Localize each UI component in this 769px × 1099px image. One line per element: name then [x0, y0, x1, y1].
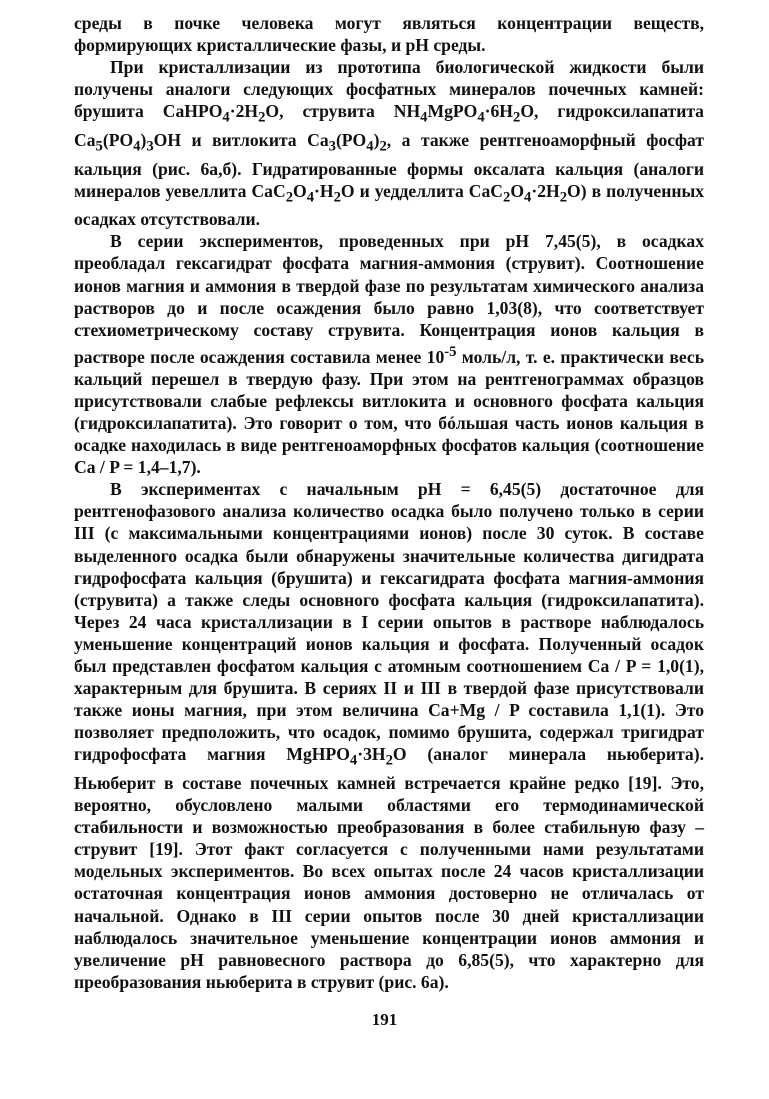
paragraph: При кристаллизации из прототипа биологической жидкости были получены аналоги следующих фосфатных минералов почечных камней: брушита $CaHPO_4\cdot 2H_2O$, струвита $NH_4MgPO_4\cdot 6H_2O$, гидроксилапатита $Ca_5(PO_4)_3OH$ и витлокита $Ca_3(PO_4)_2$, а также рентгеноаморфный фосфат кальция (рис. 6а,б). Гидратированные формы оксалата кальция (аналоги минералов уевеллита $CaC_2O_4\cdot H_2O$ и уедделлита $CaC_2O_4\cdot 2H_2O$) в полученных осадках отсутствовали.	[74, 57, 704, 230]
page-number: 191	[371, 1010, 398, 1029]
paragraph: среды в почке человека могут являться концентрации веществ, формирующих кристаллические фазы, и pH среды.	[74, 13, 704, 56]
paragraph: В экспериментах с начальным pH = 6,45(5) достаточное для рентгенофазового анализа количество осадка было получено только в серии III (с максимальными концентрациями ионов) после 30 суток. В составе выделенного осадка были обнаружены значительные количества дигидрата гидрофосфата кальция (брушита) и гексагидрата фосфата магния-аммония (струвита) а также следы основного фосфата кальция (гидроксилапатита). Через 24 часа кристаллизации в I серии опытов в растворе наблюдалось уменьшение концентраций ионов кальция и фосфата. Полученный осадок был представлен фосфатом кальция с атомным соотношением Ca / P = 1,0(1), характерным для брушита. В сериях II и III в твердой фазе присутствовали также ионы магния, при этом величина Ca+Mg / P составила 1,1(1). Это позволяет предположить, что осадок, помимо брушита, содержал тригидрат гидрофосфата магния $MgHPO_4\cdot 3H_2O$ (аналог минерала ньюберита). Ньюберит в составе почечных камней встречается крайне редко [19]. Это, вероятно, обусловлено малыми областями его термодинамической стабильности и возможностью преобразования в более стабильную фазу – струвит [19]. Этот факт согласуется с полученными нами результатами модельных экспериментов. Во всех опытах после 24 часов кристаллизации остаточная концентрация ионов аммония достоверно не отличалась от начальной. Однако в III серии опытов после 30 дней кристаллизации наблюдалось значительное уменьшение концентрации ионов аммония и увеличение pH равновесного раствора до 6,85(5), что характерно для преобразования ньюберита в струвит (рис. 6а).	[74, 479, 704, 992]
document-body	[74, 12, 704, 993]
paragraph: В серии экспериментов, проведенных при pH 7,45(5), в осадках преобладал гексагидрат фосфата магния-аммония (струвит). Соотношение ионов магния и аммония в твердой фазе по результатам химического анализа растворов до и после осаждения было равно 1,03(8), что соответствует стехиометрическому составу струвита. Концентрация ионов кальция в растворе после осаждения составила менее $10^{-5}$ моль/л, т. е. практически весь кальций перешел в твердую фазу. При этом на рентгенограммах образцов присутствовали слабые рефлексы витлокита и основного фосфата кальция (гидроксилапатита). Это говорит о том, что бóльшая часть ионов кальция в осадке находилась в виде рентгеноаморфных фосфатов кальция (соотношение Ca / P = 1,4–1,7).	[74, 231, 704, 478]
